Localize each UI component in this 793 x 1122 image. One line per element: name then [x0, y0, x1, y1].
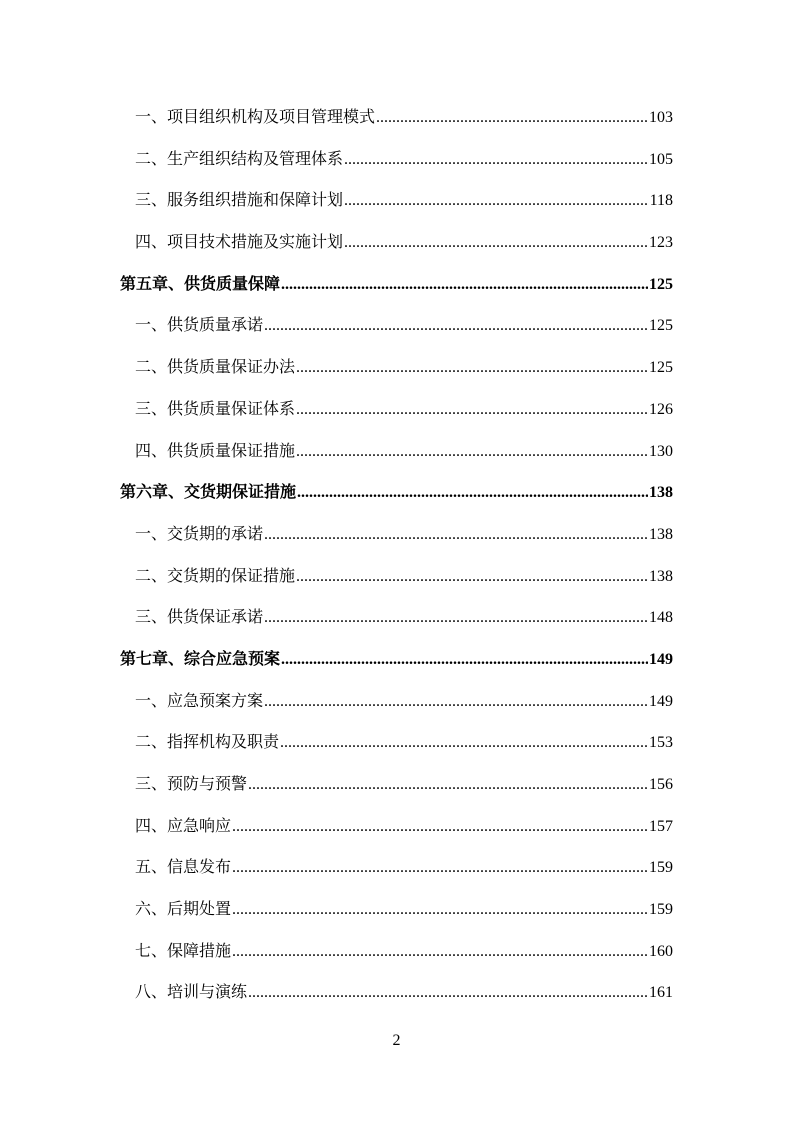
toc-entry-page: 103: [649, 109, 673, 126]
dot-leader: [344, 139, 648, 181]
toc-chapter-entry[interactable]: [120, 639, 673, 681]
dot-leader: [232, 806, 648, 848]
toc-entry-page: 105: [649, 150, 673, 168]
toc-entry[interactable]: [120, 931, 673, 973]
dot-leader: [248, 764, 648, 806]
toc-entry[interactable]: [120, 889, 673, 931]
toc-entry-page: 149: [649, 692, 673, 710]
toc-entry[interactable]: [120, 305, 673, 347]
toc-entry-label: 四、应急响应: [135, 817, 232, 835]
dot-leader: [264, 514, 648, 556]
dot-leader: [264, 597, 648, 639]
toc-entry-label: 第五章、供货质量保障: [120, 275, 281, 293]
toc-entry-page: 126: [649, 400, 673, 418]
dot-leader: [376, 97, 648, 139]
toc-entry-label: 二、指挥机构及职责: [135, 734, 280, 752]
page-number: 2: [392, 1032, 401, 1049]
toc-entry[interactable]: [120, 556, 673, 598]
toc-entry-page: 153: [649, 734, 673, 752]
toc-entry-page: 161: [649, 984, 673, 1002]
toc-chapter-entry[interactable]: [120, 264, 673, 306]
toc-entry-label: 三、供货保证承诺: [135, 609, 264, 627]
toc-entry-page: 160: [649, 942, 673, 960]
toc-entry-label: 一、项目组织机构及项目管理模式: [135, 109, 376, 126]
dot-leader: [232, 847, 648, 889]
dot-leader: [248, 972, 648, 1014]
toc-entry[interactable]: [120, 847, 673, 889]
toc-entry[interactable]: [120, 180, 673, 222]
dot-leader: [264, 305, 648, 347]
toc-entry-page: 159: [649, 901, 673, 919]
toc-entry-label: 一、供货质量承诺: [135, 317, 264, 335]
toc-entry-page: 118: [649, 192, 673, 210]
toc-entry[interactable]: [120, 222, 673, 264]
toc-entry[interactable]: [120, 97, 673, 139]
toc-entry-page: 138: [649, 525, 673, 543]
toc-entry-page: 125: [649, 359, 673, 377]
dot-leader: [232, 931, 648, 973]
dot-leader: [296, 431, 648, 473]
toc-entry-label: 六、后期处置: [135, 901, 232, 919]
dot-leader: [281, 639, 648, 681]
toc-entry[interactable]: [120, 597, 673, 639]
toc-entry[interactable]: [120, 389, 673, 431]
toc-entry-page: 123: [649, 234, 673, 252]
toc-entry[interactable]: [120, 139, 673, 181]
toc-entry-label: 第六章、交货期保证措施: [120, 484, 297, 502]
toc-entry-label: 二、供货质量保证办法: [135, 359, 296, 377]
toc-entry-page: 159: [649, 859, 673, 877]
toc-entry-page: 149: [649, 650, 673, 668]
dot-leader: [280, 722, 648, 764]
dot-leader: [297, 472, 648, 514]
toc-entry-label: 第七章、综合应急预案: [120, 650, 281, 668]
dot-leader: [344, 222, 648, 264]
toc-entry-page: 138: [649, 484, 673, 502]
dot-leader: [264, 681, 648, 723]
toc-entry-label: 八、培训与演练: [135, 984, 248, 1002]
toc-entry-label: 一、交货期的承诺: [135, 525, 264, 543]
toc-entry[interactable]: [120, 806, 673, 848]
toc-chapter-entry[interactable]: [120, 472, 673, 514]
dot-leader: [296, 389, 648, 431]
toc-entry-label: 二、交货期的保证措施: [135, 567, 296, 585]
toc-entry[interactable]: [120, 972, 673, 1014]
toc-entry[interactable]: [120, 764, 673, 806]
toc-entry-page: 138: [649, 567, 673, 585]
toc-entry-page: 125: [649, 317, 673, 335]
toc-entry-label: 二、生产组织结构及管理体系: [135, 150, 344, 168]
dot-leader: [281, 264, 648, 306]
toc-entry-label: 三、服务组织措施和保障计划: [135, 192, 344, 210]
toc-entry[interactable]: [120, 514, 673, 556]
toc-entry-label: 五、信息发布: [135, 859, 232, 877]
toc-entry-label: 一、应急预案方案: [135, 692, 264, 710]
dot-leader: [296, 347, 648, 389]
toc-entry-page: 156: [649, 776, 673, 793]
toc-entry-label: 四、项目技术措施及实施计划: [135, 234, 344, 252]
dot-leader: [344, 180, 649, 222]
toc-entry[interactable]: [120, 347, 673, 389]
toc-entry-label: 四、供货质量保证措施: [135, 442, 296, 460]
dot-leader: [232, 889, 648, 931]
dot-leader: [296, 556, 648, 598]
toc-entry-label: 三、预防与预警: [135, 776, 248, 793]
toc-entry[interactable]: [120, 722, 673, 764]
toc-entry-page: 148: [649, 609, 673, 627]
toc-entry-page: 157: [649, 817, 673, 835]
toc-entry-page: 125: [649, 275, 673, 293]
toc-entry-label: 三、供货质量保证体系: [135, 400, 296, 418]
toc-entry-label: 七、保障措施: [135, 942, 232, 960]
toc-entry-page: 130: [649, 442, 673, 460]
table-of-contents: [120, 97, 673, 1014]
toc-entry[interactable]: [120, 431, 673, 473]
toc-entry[interactable]: [120, 681, 673, 723]
